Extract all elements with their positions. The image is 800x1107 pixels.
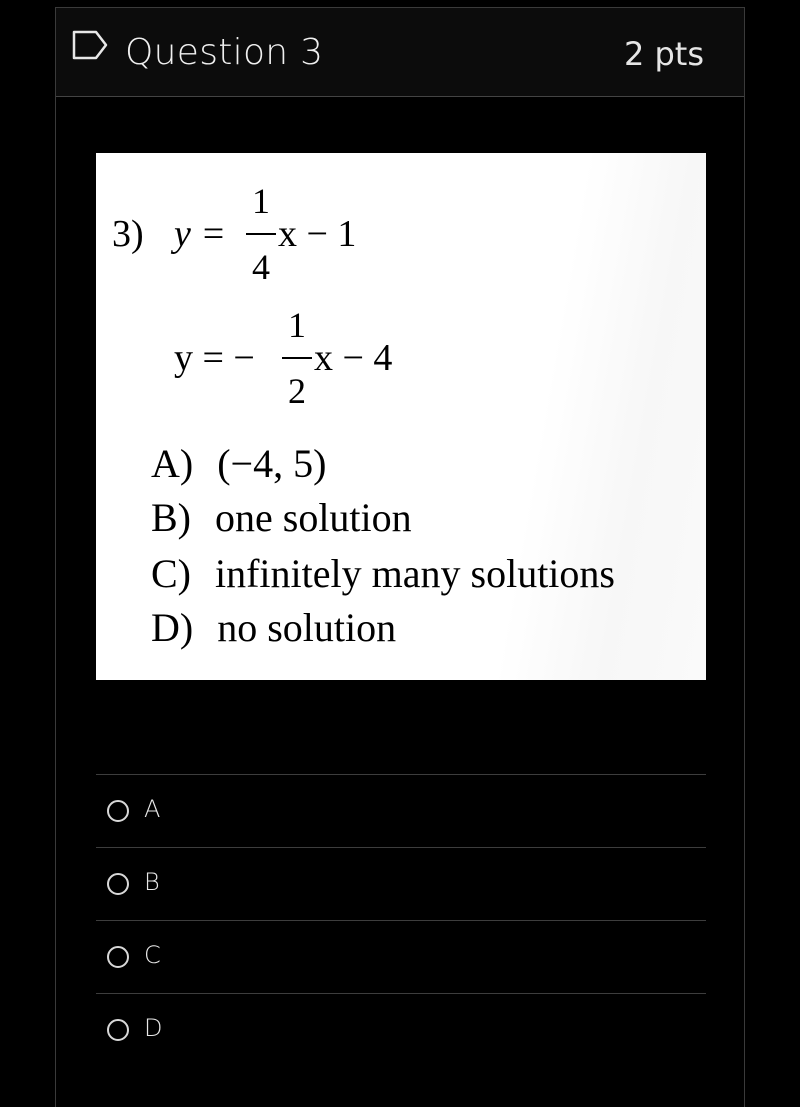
eq1-lhs: y =	[174, 213, 227, 255]
choice-text: infinitely many solutions	[215, 551, 615, 596]
radio-button[interactable]	[107, 800, 129, 822]
choice-text: (−4, 5)	[217, 441, 327, 486]
choice-d	[151, 605, 396, 651]
choice-a	[151, 441, 326, 487]
eq1-numerator: 1	[252, 181, 270, 221]
question-title: Question 3	[125, 32, 324, 73]
choice-letter: A)	[151, 441, 194, 486]
radio-button[interactable]	[107, 873, 129, 895]
answer-label[interactable]: C	[144, 941, 161, 969]
answer-option-a[interactable]	[96, 774, 706, 847]
question-header	[56, 8, 744, 97]
eq2-fraction-bar	[282, 357, 312, 359]
eq1-fraction-bar	[246, 233, 276, 235]
eq2-numerator: 1	[288, 305, 306, 345]
question-panel	[55, 7, 745, 1107]
answer-option-d[interactable]	[96, 993, 706, 1066]
eq1-rest: x − 1	[278, 213, 357, 255]
answer-options	[96, 774, 706, 1066]
answer-option-c[interactable]	[96, 920, 706, 993]
eq2-rest: x − 4	[314, 337, 393, 379]
answer-label[interactable]: A	[144, 795, 161, 823]
answer-option-b[interactable]	[96, 847, 706, 920]
radio-button[interactable]	[107, 946, 129, 968]
choice-text: one solution	[215, 495, 412, 540]
question-image	[96, 153, 706, 680]
flag-question-icon[interactable]	[72, 30, 108, 60]
question-points: 2 pts	[623, 35, 704, 73]
answer-label[interactable]: D	[144, 1014, 163, 1042]
choice-b	[151, 495, 412, 541]
radio-button[interactable]	[107, 1019, 129, 1041]
choice-letter: D)	[151, 605, 194, 650]
question-number: 3)	[112, 213, 144, 255]
eq1-denominator: 4	[252, 247, 270, 287]
answer-label[interactable]: B	[144, 868, 160, 896]
eq2-lhs: y = −	[174, 337, 255, 379]
choice-letter: B)	[151, 495, 191, 540]
eq2-denominator: 2	[288, 371, 306, 411]
choice-c	[151, 551, 615, 597]
choice-text: no solution	[217, 605, 397, 650]
choice-letter: C)	[151, 551, 191, 596]
